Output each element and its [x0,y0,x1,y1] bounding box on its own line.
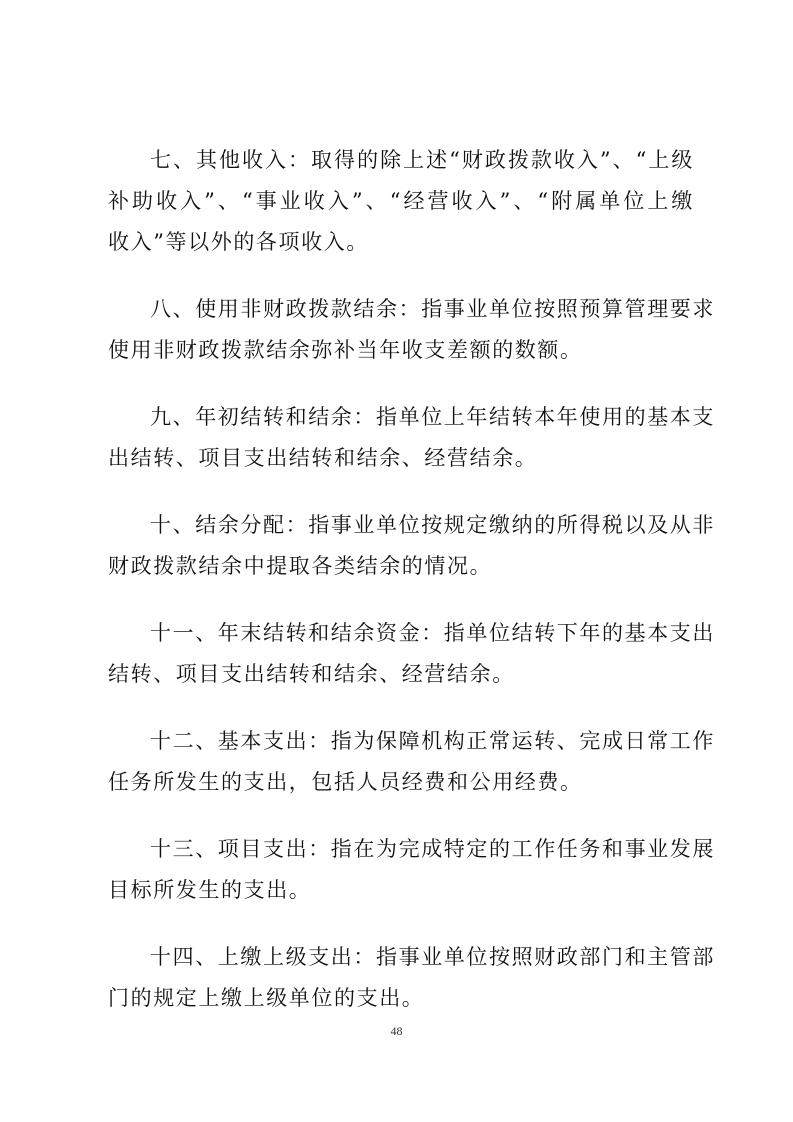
paragraph-project-expenditure [108,829,715,911]
paragraph-line: 十一、年末结转和结余资金：指单位结转下年的基本支出 [150,621,715,645]
paragraph-remittance-to-superior [108,937,715,1019]
paragraph-line: 十、结余分配：指事业单位按规定缴纳的所得税以及从非 [150,513,715,537]
paragraph-balance-distribution [108,505,715,587]
paragraph-opening-carryover [108,397,715,479]
page-number: 48 [390,1024,403,1038]
paragraph-line: 结转、项目支出结转和结余、经营结余。 [108,662,515,686]
paragraph-other-income [108,140,694,263]
paragraph-line: 财政拨款结余中提取各类结余的情况。 [108,554,493,578]
paragraph-year-end-carryover [108,613,715,695]
paragraph-line: 出结转、项目支出结转和结余、经营结余。 [108,446,538,470]
paragraph-line: 十二、基本支出：指为保障机构正常运转、完成日常工作 [150,729,715,753]
body-text [108,140,715,1045]
paragraph-line: 补助收入”、“事业收入”、“经营收入”、“附属单位上缴 [108,189,694,213]
paragraph-line: 七、其他收入：取得的除上述“财政拨款收入”、“上级 [150,148,694,172]
paragraph-line: 收入”等以外的各项收入。 [108,230,369,254]
paragraph-basic-expenditure [108,721,715,803]
paragraph-line: 使用非财政拨款结余弥补当年收支差额的数额。 [108,338,583,362]
paragraph-line: 任务所发生的支出，包括人员经费和公用经费。 [108,770,583,794]
paragraph-non-fiscal-balance-use [108,289,715,371]
paragraph-line: 八、使用非财政拨款结余：指事业单位按照预算管理要求 [150,297,715,321]
paragraph-line: 门的规定上缴上级单位的支出。 [108,986,425,1010]
paragraph-line: 目标所发生的支出。 [108,878,312,902]
paragraph-line: 十三、项目支出：指在为完成特定的工作任务和事业发展 [150,837,715,861]
paragraph-line: 十四、上缴上级支出：指事业单位按照财政部门和主管部 [150,945,715,969]
paragraph-line: 九、年初结转和结余：指单位上年结转本年使用的基本支 [150,405,715,429]
